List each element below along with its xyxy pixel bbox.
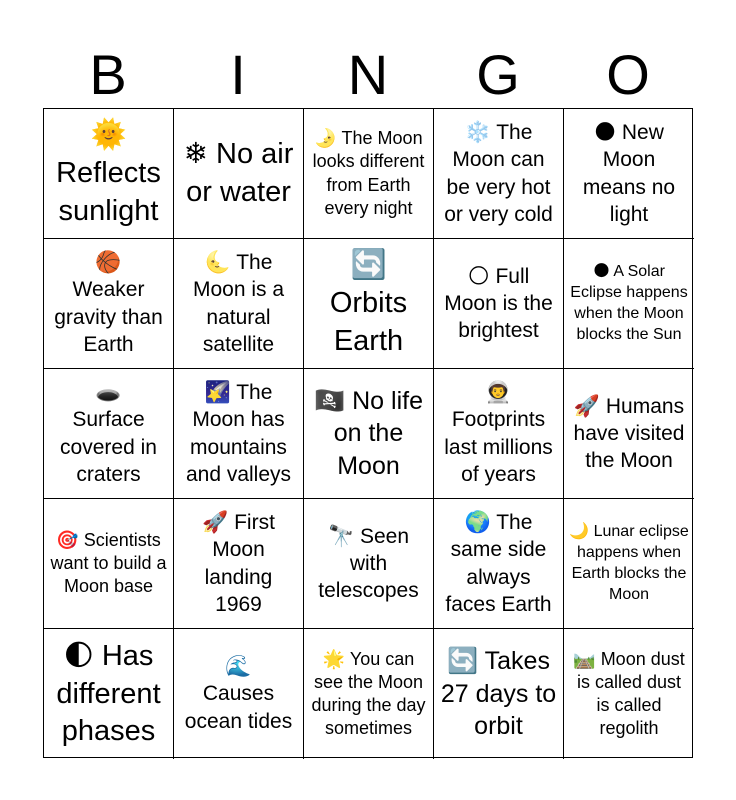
bingo-cell-content bbox=[309, 523, 428, 605]
bingo-cell-content bbox=[309, 246, 428, 360]
bingo-cell-content bbox=[439, 119, 558, 228]
sun-face-icon: 🌞 bbox=[90, 117, 127, 152]
astronaut-icon: 👨‍🚀 bbox=[485, 379, 512, 404]
bingo-cell[interactable] bbox=[44, 629, 174, 759]
bingo-cell[interactable] bbox=[304, 109, 434, 239]
bingo-cell[interactable] bbox=[174, 109, 304, 239]
bingo-cell-content bbox=[49, 116, 168, 230]
bingo-cell[interactable] bbox=[564, 369, 694, 499]
new-moon-icon: 🌑 bbox=[593, 261, 610, 281]
bingo-cell-content bbox=[309, 127, 428, 219]
bingo-cell[interactable] bbox=[44, 499, 174, 629]
bingo-cell-text: The same side always faces Earth bbox=[445, 510, 552, 616]
crescent-moon-face-icon: 🌛 bbox=[314, 128, 337, 150]
bingo-cell-text: Full Moon is the brightest bbox=[444, 264, 553, 343]
bingo-cell[interactable] bbox=[564, 109, 694, 239]
new-moon-icon: 🌑 bbox=[594, 119, 617, 144]
bingo-cell-content bbox=[179, 379, 298, 488]
bingo-cell[interactable] bbox=[174, 239, 304, 369]
bingo-cell[interactable] bbox=[564, 239, 694, 369]
crescent-moon-face-icon: 🌜 bbox=[204, 249, 231, 274]
bingo-cell-content bbox=[49, 379, 168, 488]
bingo-cell-text: Weaker gravity than Earth bbox=[54, 278, 163, 356]
bingo-cell-text: Surface covered in craters bbox=[60, 408, 157, 486]
bingo-cell-content bbox=[49, 529, 168, 598]
rocket-icon: 🚀 bbox=[573, 393, 601, 418]
bingo-cell-content bbox=[179, 509, 298, 618]
full-moon-icon: 🌕 bbox=[467, 263, 490, 288]
bingo-cell-text: Footprints last millions of years bbox=[444, 408, 553, 486]
bingo-cell-text: Moon dust is called dust is called regolith bbox=[576, 648, 685, 739]
orbit-arrows-icon: 🔄 bbox=[350, 247, 387, 282]
bingo-cell[interactable] bbox=[174, 369, 304, 499]
bingo-cell-text: Orbits Earth bbox=[329, 287, 408, 357]
bingo-cell[interactable] bbox=[434, 109, 564, 239]
bingo-cell-content bbox=[49, 249, 168, 358]
target-icon: 🎯 bbox=[56, 529, 79, 551]
bingo-cell[interactable] bbox=[44, 369, 174, 499]
ocean-wave-icon: 🌊 bbox=[225, 654, 252, 679]
bingo-cell[interactable] bbox=[44, 109, 174, 239]
bingo-cell-content bbox=[179, 653, 298, 735]
bingo-cell-content bbox=[309, 385, 428, 483]
bingo-cell-text: Takes 27 days to orbit bbox=[440, 647, 557, 741]
header-letter-n: N bbox=[347, 43, 389, 106]
telescope-icon: 🔭 bbox=[327, 523, 355, 548]
bingo-cell-text: The Moon has mountains and valleys bbox=[185, 380, 292, 486]
bingo-cell[interactable] bbox=[564, 629, 694, 759]
half-moon-icon: 🌓 bbox=[63, 637, 94, 672]
snowflake-icon: ❄ bbox=[183, 136, 208, 171]
bingo-cell-content bbox=[309, 648, 428, 740]
bingo-cell-content bbox=[569, 261, 689, 345]
orbit-arrows-icon: 🔄 bbox=[447, 646, 479, 676]
bingo-cell-content bbox=[569, 648, 689, 740]
crater-hole-icon: 🕳️ bbox=[95, 379, 122, 404]
bingo-cell-content bbox=[179, 135, 298, 211]
bingo-cell-text: Seen with telescopes bbox=[318, 524, 419, 603]
bingo-cell[interactable] bbox=[564, 499, 694, 629]
bingo-cell-text: Humans have visited the Moon bbox=[573, 394, 685, 473]
shooting-star-icon: 🌠 bbox=[204, 379, 231, 404]
bingo-cell-text: The Moon is a natural satellite bbox=[192, 250, 285, 356]
snowflake-icon: ❄️ bbox=[464, 119, 491, 144]
bingo-cell-text: You can see the Moon during the day sometimes bbox=[311, 648, 426, 739]
bingo-cell-text: A Solar Eclipse happens when the Moon blocks the Sun bbox=[570, 263, 688, 343]
bingo-cell-content bbox=[179, 249, 298, 358]
header-letter-i: I bbox=[230, 43, 246, 106]
bingo-cell-text: Has different phases bbox=[56, 639, 161, 748]
glowing-star-icon: 🌟 bbox=[322, 648, 346, 670]
crescent-moon-icon: 🌙 bbox=[569, 521, 590, 541]
bingo-cell-text: Reflects sunlight bbox=[56, 157, 161, 227]
pirate-flag-icon: 🏴‍☠️ bbox=[314, 385, 346, 415]
bingo-card-grid bbox=[43, 108, 693, 758]
bingo-cell-content bbox=[569, 521, 689, 605]
bingo-header bbox=[43, 42, 693, 108]
bingo-cell[interactable] bbox=[174, 629, 304, 759]
bingo-cell-text: Scientists want to build a Moon base bbox=[50, 529, 167, 597]
bingo-cell-text: The Moon can be very hot or very cold bbox=[444, 120, 553, 226]
bingo-cell-text: No life on the Moon bbox=[333, 386, 423, 480]
bingo-cell[interactable] bbox=[304, 629, 434, 759]
bingo-cell-text: The Moon looks different from Earth every night bbox=[312, 128, 425, 218]
bingo-cell[interactable] bbox=[434, 629, 564, 759]
bingo-cell-content bbox=[439, 263, 558, 345]
bingo-cell-content bbox=[569, 393, 689, 475]
bingo-cell-text: New Moon means no light bbox=[582, 120, 676, 226]
bingo-cell-content bbox=[439, 379, 558, 488]
bingo-cell-text: First Moon landing 1969 bbox=[204, 510, 275, 616]
bingo-cell-text: No air or water bbox=[186, 138, 294, 208]
railway-track-icon: 🛤️ bbox=[573, 648, 596, 670]
bingo-cell[interactable] bbox=[304, 499, 434, 629]
bingo-cell[interactable] bbox=[434, 499, 564, 629]
earth-globe-icon: 🌍 bbox=[464, 509, 491, 534]
header-letter-g: G bbox=[476, 43, 520, 106]
bingo-cell-content bbox=[439, 509, 558, 618]
header-letter-o: O bbox=[606, 43, 650, 106]
bingo-cell[interactable] bbox=[304, 369, 434, 499]
bingo-cell-content bbox=[49, 637, 168, 751]
bingo-cell[interactable] bbox=[44, 239, 174, 369]
bingo-cell-text: Causes ocean tides bbox=[184, 682, 293, 733]
header-letter-b: B bbox=[89, 43, 127, 106]
bingo-cell[interactable] bbox=[434, 369, 564, 499]
basketball-icon: 🏀 bbox=[95, 249, 122, 274]
bingo-cell-content bbox=[569, 119, 689, 228]
bingo-cell[interactable] bbox=[434, 239, 564, 369]
bingo-cell[interactable] bbox=[304, 239, 434, 369]
bingo-cell[interactable] bbox=[174, 499, 304, 629]
bingo-cell-text: Lunar eclipse happens when Earth blocks the Moon bbox=[571, 523, 689, 603]
bingo-cell-content bbox=[439, 645, 558, 743]
rocket-icon: 🚀 bbox=[202, 509, 229, 534]
